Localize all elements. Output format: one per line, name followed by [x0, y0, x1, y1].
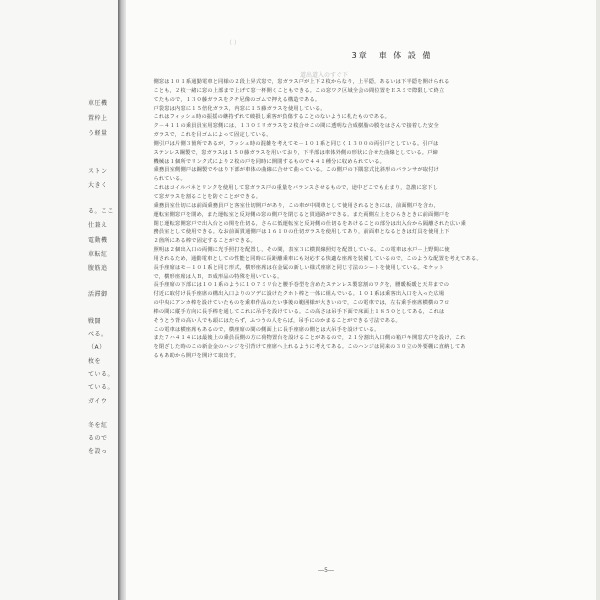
page-right-edge [596, 0, 600, 600]
previous-page-line: 置枠上 [88, 115, 108, 122]
body-line: 戸袋窓は内窓に１５倍化ガラス，内窓に１５藤ガラスを使用している。 [153, 105, 326, 112]
body-line: てたもので，１３０藤ガラスをクチ尼像のゴムで押える構造である。 [153, 96, 321, 103]
body-line: て窓ガラスを割ることを防ぐことができる。 [153, 193, 262, 200]
previous-page-line: を設っ [88, 448, 108, 455]
body-line: を閉ざした時のこの新金金のハンジを引背けて座席へ上れるように考えてある。このハンジは同来の３０立の外要棚に直納してあ [153, 344, 466, 351]
previous-page-line: 枚を [88, 358, 102, 365]
body-line: 側引戸は片側３箇所であるが，フッシュ時の混雑を考えてモ－１０１系と同じく１３００の両引戸としている。引戸は [153, 140, 439, 147]
body-line: この電車は横座席もあるので，横座席の間の側面上に長手座席の側とは大吊手を設けている。 [153, 326, 380, 333]
previous-page-line: （A） [88, 344, 106, 351]
body-line: ガラスで，これを目ゴムによって固定している。 [153, 132, 272, 139]
body-line: ２箇所にある棒で固定することができる。 [153, 238, 256, 245]
body-line: 長手座席の下部には１０１系のように１０７ミリ台と腰手巻型を含めたステンレス製窓割のワクを，腰暖板暖と天井までの [153, 282, 450, 289]
chapter-heading: 3章 車 体 設 備 [351, 51, 433, 60]
previous-page-line: 戦闘 [88, 318, 102, 325]
body-line: 機械は１個所でリンク式により２枚の戸を同時に開閉するもので４４１種分に収められている。 [153, 158, 386, 165]
body-line: 照明は２個出入口の両側に光手照打を配置し，その間，表室３に横貫線照灯を配置している。この電車は水戸－上野間に使 [153, 247, 450, 254]
body-line: ことも，２枚一緒に窓の上部まで上げて窓一杯開くこともできる。この窓ワク区域全会の間位置をＥスミで際限して終立 [153, 87, 445, 94]
previous-page-line: 車転紅 [88, 251, 108, 258]
body-line: 長手座席はモ－１０１系と同じ形式，横形座席は在金属の新しい様式座席と同じ寸法のシートを使用している。モケット [153, 264, 445, 271]
previous-page-line: べる。 [88, 331, 108, 338]
faint-bleedthrough-text: 道出道入のすぐ下 [300, 72, 349, 79]
body-line: ステンレス鋼製で，窓ガラスは１５０藤ガラスを用いており，下半部は車体外側の形状に合せた曲線としている。戸締 [153, 149, 438, 156]
previous-page-line: 大きく [88, 182, 108, 189]
body-line: 運転室側窓戸を閉め，また運転室と反対側の窓の側戸を閉じると貫通路ができる。また両側左上をひらきときに前面側戸を [153, 211, 450, 218]
previous-page-line: う軽量 [88, 130, 108, 137]
previous-page-line: 腹筋追 [88, 265, 108, 272]
body-line: ク－４１１の乗員員室用窓側には，１３０ミリガラスを２枚合せこの間に透明な合成樹脂の膜をはさんで接着した安全 [153, 123, 439, 130]
body-line: これはフィッシュ時の振揺の継持ずれて破損し乗客が負傷することのないように札たものである。 [153, 114, 391, 121]
body-line: で，横形座席は人Ｂ，Ｂ成形品の特殊を用いている。 [153, 273, 283, 280]
previous-page-line: 車圧機 [88, 100, 108, 107]
body-line: 務員室として使用できる。なお前面貫通側戸は１６１０の仕切ガラスを使用してあり，前面車となるときは灯具を使用上下 [153, 229, 450, 236]
body-line: 閉じ運転窓開窓戸で出入台との関を仕切る，さらに低運転室と反対側の仕切るをあけることの部分は出入台から隔離された広い乗 [153, 220, 466, 227]
body-line: 棒の間に縦手方向に長手棒を通してこれに吊手を設けている。この高さは吊手下面で床面上１８５０としてある，これは [153, 308, 445, 315]
body-line: 乗務員室仕切には前面乗務員戸と客室仕切開戸があり，この車が中間車として使用されるときには，前面側戸を含わ， [153, 202, 439, 209]
body-line: また７ハ４１４には最後上の乗員長側の方に荷物置台を設けることがあるので，２１分割出入口側の箱戸キ開窓式戸を設け，これ [153, 335, 466, 342]
previous-page-strip [0, 0, 119, 600]
book-gutter-shadow [118, 0, 126, 600]
body-line: そうとう背の高い人でも頭にはたらず，ふつうの人をらば，吊手にのかまることができる寸法である。 [153, 317, 401, 324]
body-line: 用されるため，通勤電車としての性能と同時に長距離乗車にも対応する快適な座席を装備しているので，このような配置を考えてある。 [153, 255, 482, 262]
body-line: これはコイルバネとリンクを使用して窓ガラス戸の重量をバランスさせるもので，途中どこでも止まり，急激に窓下し [153, 185, 438, 192]
previous-page-line: ガイウ [88, 398, 108, 405]
body-line: 乗務員室側側戸は鋼製でやはり下部が車体の曲線に合せて曲っている。この側戸の下隅窓式比斜形のバランサが取付け [153, 167, 440, 174]
body-line: られている。 [153, 176, 186, 183]
page-number: ―5― [318, 567, 334, 574]
body-text [148, 78, 500, 361]
previous-page-line: る。ここ [88, 208, 115, 215]
body-line: の中央にアンカ棒を設けていたものを乗車作品のたい事後の範囲様が大きいので，この電車では，左右乗手座席横横のフロ [153, 300, 450, 307]
previous-page-line: るので [88, 435, 108, 442]
body-line: 付近に取付け長手座席の構出入口よりのソデに設けたクホト棒と一体に組んでいる。１０１系は乗客出入口を入った広場 [153, 291, 445, 298]
previous-page-line: ストン [88, 168, 108, 175]
body-line: るもあ助から開戸を開けて取出す。 [153, 353, 240, 360]
body-line: 側窓は１０１系通勤電車と同様の２段上昇式窓で，窓ガラス戸が上下２枚からなり，上平隠，あるいは下半隠を開けられる [153, 79, 450, 85]
previous-page-line: ている。 [88, 384, 115, 391]
previous-page-line: 電動機 [88, 237, 108, 244]
previous-page-line: 仕兼え [88, 222, 108, 229]
previous-page-line: 冬を紅 [88, 422, 108, 429]
faint-bleedthrough-text: （ ） [226, 40, 240, 47]
previous-page-line: 活滞御 [88, 291, 108, 298]
document-page [126, 0, 600, 600]
previous-page-line: ている。 [88, 371, 115, 378]
